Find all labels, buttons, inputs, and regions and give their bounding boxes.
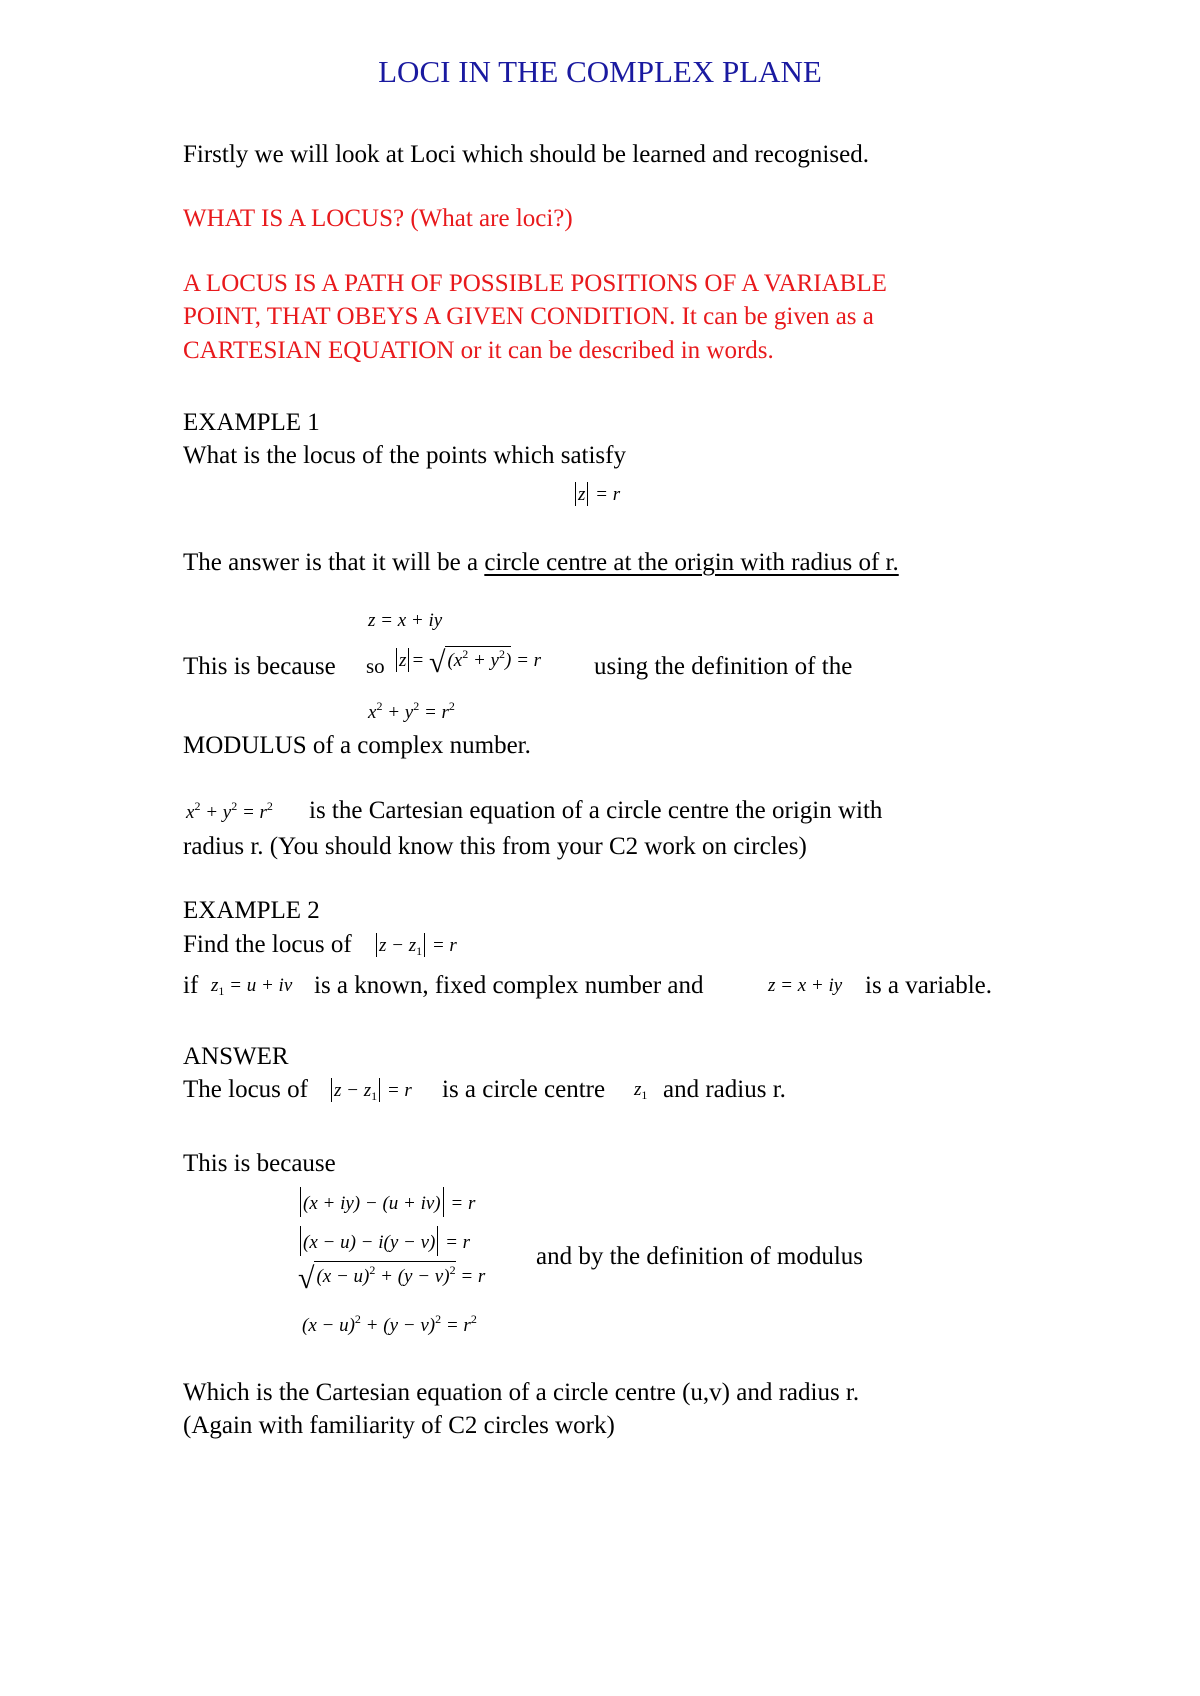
derivation-step-4: $(x - u)^2 + (y - v)^2 = r^2$ <box>302 1312 477 1336</box>
circle-equation-2: $x^2 + y^2 = r^2$ <box>186 799 273 823</box>
answer-z1: $z_1$ <box>634 1079 648 1102</box>
answer-text: The answer is that it will be a <box>183 549 485 576</box>
page-title: LOCI IN THE COMPLEX PLANE <box>378 54 822 89</box>
example-1-heading: EXAMPLE 1 <box>183 409 320 436</box>
answer-locus-equation: $z - z_1 = r$ <box>329 1078 412 1102</box>
locus-equation: $z - z_1 = r$ <box>374 933 457 957</box>
because-so: so <box>366 654 385 678</box>
cartesian-line-2: radius r. (You should know this from your C2 work on circles) <box>183 833 807 860</box>
locus-question: WHAT IS A LOCUS? (What are loci?) <box>183 205 573 232</box>
circle-equation-1: $x^2 + y^2 = r^2$ <box>368 699 455 723</box>
answer-suffix: and radius r. <box>663 1076 786 1103</box>
because-suffix: using the definition of the <box>594 653 853 680</box>
derivation-step-1: (x + iy) − (u + iv) = r <box>298 1187 475 1217</box>
definition-line-2: POINT, THAT OBEYS A GIVEN CONDITION. It can be given as a <box>183 303 874 330</box>
modulus-line: MODULUS of a complex number. <box>183 732 531 759</box>
conclusion-line-1: Which is the Cartesian equation of a circle centre (u,v) and radius r. <box>183 1379 860 1406</box>
intro-text: Firstly we will look at Loci which should be learned and recognised. <box>183 141 869 168</box>
answer-heading: ANSWER <box>183 1043 289 1070</box>
modulus-equation: z = r <box>573 482 620 506</box>
z-definition-equation: z = x + iy <box>368 610 443 631</box>
z-variable-equation: z = x + iy <box>768 975 843 996</box>
example-2-heading: EXAMPLE 2 <box>183 897 320 924</box>
cartesian-line-1: is the Cartesian equation of a circle centre the origin with <box>309 797 883 824</box>
if-prefix: if <box>183 972 199 999</box>
find-prefix: Find the locus of <box>183 931 352 958</box>
derivation-step-2: (x − u) − i(y − v) = r <box>298 1226 470 1256</box>
definition-note: and by the definition of modulus <box>536 1243 864 1270</box>
definition-line-3: CARTESIAN EQUATION or it can be described in words. <box>183 337 774 364</box>
answer-prefix: The locus of <box>183 1076 308 1103</box>
because-label: This is because <box>183 1150 336 1177</box>
definition-line-1: A LOCUS IS A PATH OF POSSIBLE POSITIONS OF A VARIABLE <box>183 270 887 297</box>
example-1-answer <box>183 550 899 575</box>
conclusion-line-2: (Again with familiarity of C2 circles work) <box>183 1412 615 1439</box>
answer-middle: is a circle centre <box>442 1076 606 1103</box>
z1-equation: $z_1 = u$ + iv <box>211 975 293 998</box>
example-1-question: What is the locus of the points which satisfy <box>183 442 626 469</box>
if-suffix: is a variable. <box>865 972 993 999</box>
derivation-step-3: √ $(x - u)^2 + (y - v)^2 = r$ <box>298 1262 486 1295</box>
answer-underlined: circle centre at the origin with radius of r. <box>484 549 899 576</box>
modulus-sqrt-equation: z = √ $(x^2 + y^2) = r$ <box>394 648 541 678</box>
if-middle: is a known, fixed complex number and <box>314 972 704 999</box>
because-prefix: This is because <box>183 653 336 680</box>
